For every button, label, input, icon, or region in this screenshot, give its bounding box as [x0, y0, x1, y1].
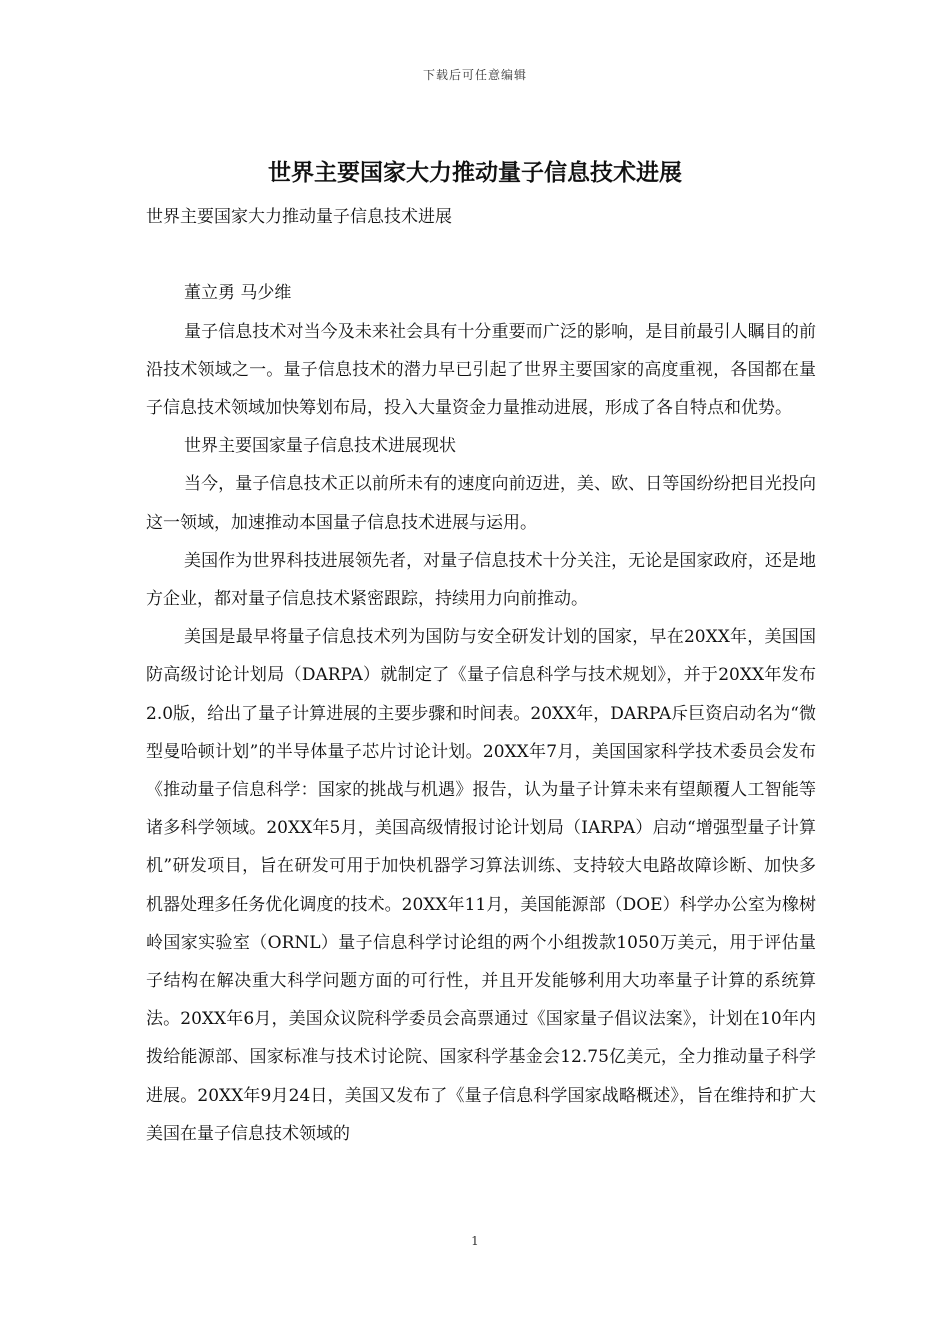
section-heading: 世界主要国家量子信息技术进展现状	[184, 436, 456, 457]
page-title: 世界主要国家大力推动量子信息技术进展	[268, 159, 682, 186]
header-note: 下载后可任意编辑	[422, 68, 527, 82]
document-subtitle: 世界主要国家大力推动量子信息技术进展	[146, 207, 452, 227]
paragraph-overview: 当今，量子信息技术正以前所未有的速度向前迈进，美、欧、日等国纷纷把目光投向这一领域，加速推动本国量子信息技术进展与运用。	[146, 474, 816, 533]
paragraph-us-detail: 美国是最早将量子信息技术列为国防与安全研发计划的国家，早在20XX年，美国国防高级讨论计划局（DARPA）就制定了《量子信息科学与技术规划》，并于20XX年发布2.0版，给出了量子计算进展的主要步骤和时间表。20XX年，DARPA斥巨资启动名为“微型曼哈顿计划”的半导体量子芯片讨论计划。20XX年7月，美国国家科学技术委员会发布《推动量子信息科学：国家的挑战与机遇》报告，认为量子计算未来有望颠覆人工智能等诸多科学领域。20XX年5月，美国高级情报讨论计划局（IARPA）启动“增强型量子计算机”研发项目，旨在研发可用于加快机器学习算法训练、支持较大电路故障诊断、加快多机器处理多任务优化调度的技术。20XX年11月，美国能源部（DOE）科学办公室为橡树岭国家实验室（ORNL）量子信息科学讨论组的两个小组拨款1050万美元，用于评估量子结构在解决重大科学问题方面的可行性，并且开发能够利用大功率量子计算的系统算法。20XX年6月，美国众议院科学委员会高票通过《国家量子倡议法案》，计划在10年内拨给能源部、国家标准与技术讨论院、国家科学基金会12.75亿美元，全力推动量子科学进展。20XX年9月24日，美国又发布了《量子信息科学国家战略概述》，旨在维持和扩大美国在量子信息技术领域的	[146, 627, 816, 1144]
document-body	[146, 198, 816, 1153]
blank-line	[146, 236, 816, 274]
page-number: 1	[471, 1234, 479, 1248]
paragraph-us-intro: 美国作为世界科技进展领先者，对量子信息技术十分关注，无论是国家政府，还是地方企业，都对量子信息技术紧密跟踪，持续用力向前推动。	[146, 550, 816, 610]
author-line: 董立勇 马少维	[184, 283, 292, 304]
paragraph-intro: 量子信息技术对当今及未来社会具有十分重要而广泛的影响，是目前最引人瞩目的前沿技术领域之一。量子信息技术的潜力早已引起了世界主要国家的高度重视，各国都在量子信息技术领域加快筹划布局，投入大量资金力量推动进展，形成了各自特点和优势。	[146, 321, 816, 418]
